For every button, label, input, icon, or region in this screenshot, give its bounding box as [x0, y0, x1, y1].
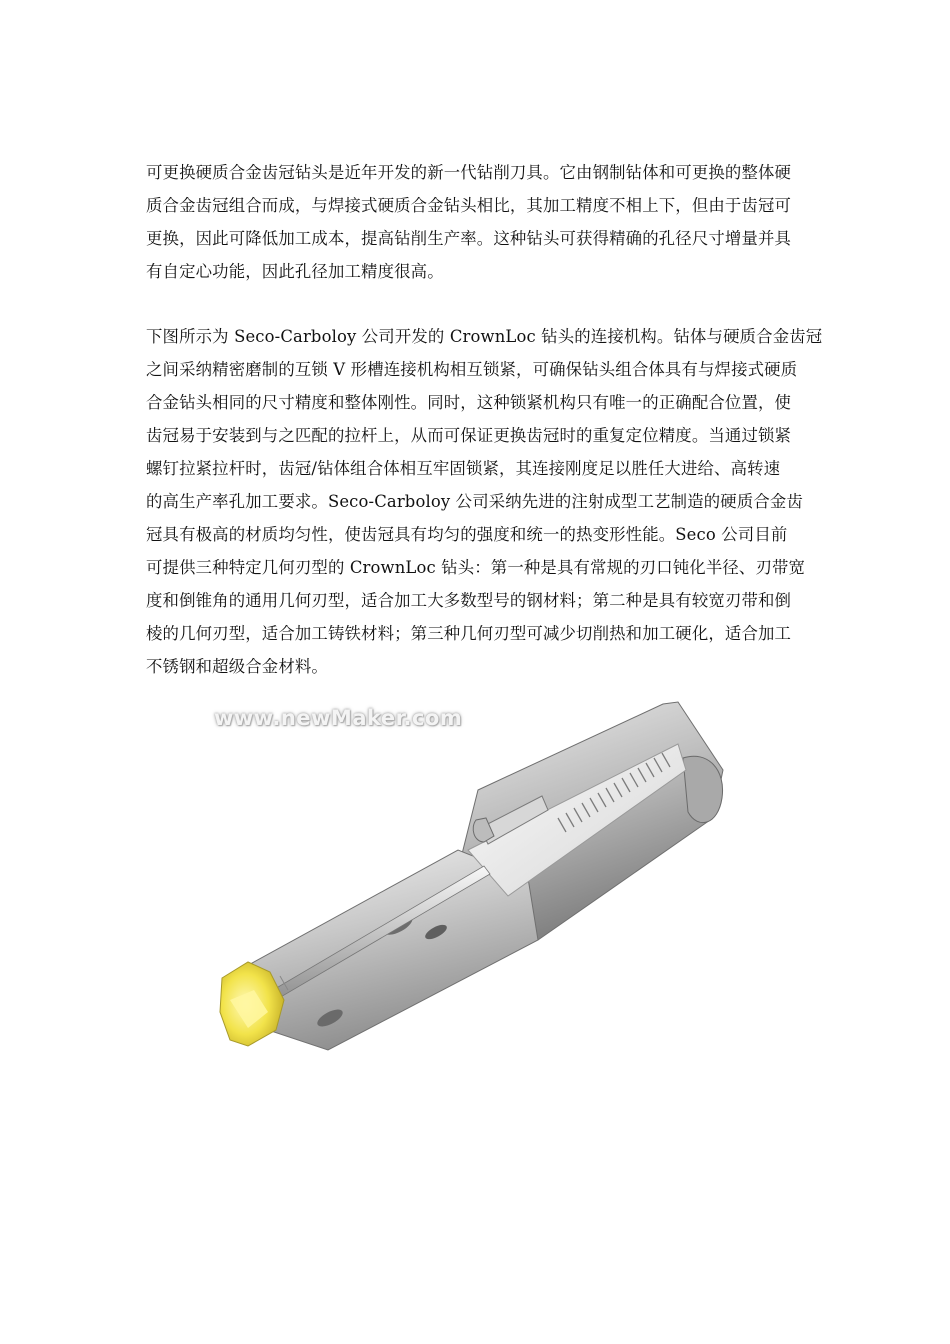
paragraph-line: 可提供三种特定几何刃型的 CrownLoc 钻头：第一种是具有常规的刃口钝化半径、刃带宽 — [146, 558, 806, 577]
paragraph-intro — [146, 156, 810, 288]
paragraph-line: 更换，因此可降低加工成本，提高钻削生产率。这种钻头可获得精确的孔径尺寸增量并具 — [146, 229, 792, 248]
watermark-text: www.newMaker.com — [214, 706, 463, 730]
paragraph-line: 螺钉拉紧拉杆时，齿冠/钻体组合体相互牢固锁紧，其连接刚度足以胜任大进给、高转速 — [146, 459, 781, 478]
paragraph-line: 质合金齿冠组合而成，与焊接式硬质合金钻头相比，其加工精度不相上下，但由于齿冠可 — [146, 196, 792, 215]
paragraph-line: 之间采纳精密磨制的互锁 V 形槽连接机构相互锁紧，可确保钻头组合体具有与焊接式硬质 — [146, 360, 798, 379]
paragraph-line: 齿冠易于安装到与之匹配的拉杆上，从而可保证更换齿冠时的重复定位精度。当通过锁紧 — [146, 426, 792, 445]
paragraph-line: 有自定心功能，因此孔径加工精度很高。 — [146, 262, 444, 281]
drill-cutaway-figure — [208, 700, 728, 1052]
paragraph-line: 可更换硬质合金齿冠钻头是近年开发的新一代钻削刀具。它由钢制钻体和可更换的整体硬 — [146, 163, 792, 182]
paragraph-line: 不锈钢和超级合金材料。 — [146, 657, 328, 676]
paragraph-line: 冠具有极高的材质均匀性，使齿冠具有均匀的强度和统一的热变形性能。Seco 公司目前 — [146, 525, 788, 544]
paragraph-line: 棱的几何刃型，适合加工铸铁材料；第三种几何刃型可减少切削热和加工硬化，适合加工 — [146, 624, 792, 643]
paragraph-line: 的高生产率孔加工要求。Seco-Carboloy 公司采纳先进的注射成型工艺制造的硬质合金齿 — [146, 492, 804, 511]
drill-illustration — [208, 700, 728, 1052]
paragraph-line: 度和倒锥角的通用几何刃型，适合加工大多数型号的钢材料；第二种是具有较宽刃带和倒 — [146, 591, 792, 610]
paragraph-crownloc — [146, 320, 823, 683]
paragraph-line: 下图所示为 Seco-Carboloy 公司开发的 CrownLoc 钻头的连接机构。钻体与硬质合金齿冠 — [146, 327, 823, 346]
paragraph-line: 合金钻头相同的尺寸精度和整体刚性。同时，这种锁紧机构只有唯一的正确配合位置，使 — [146, 393, 792, 412]
